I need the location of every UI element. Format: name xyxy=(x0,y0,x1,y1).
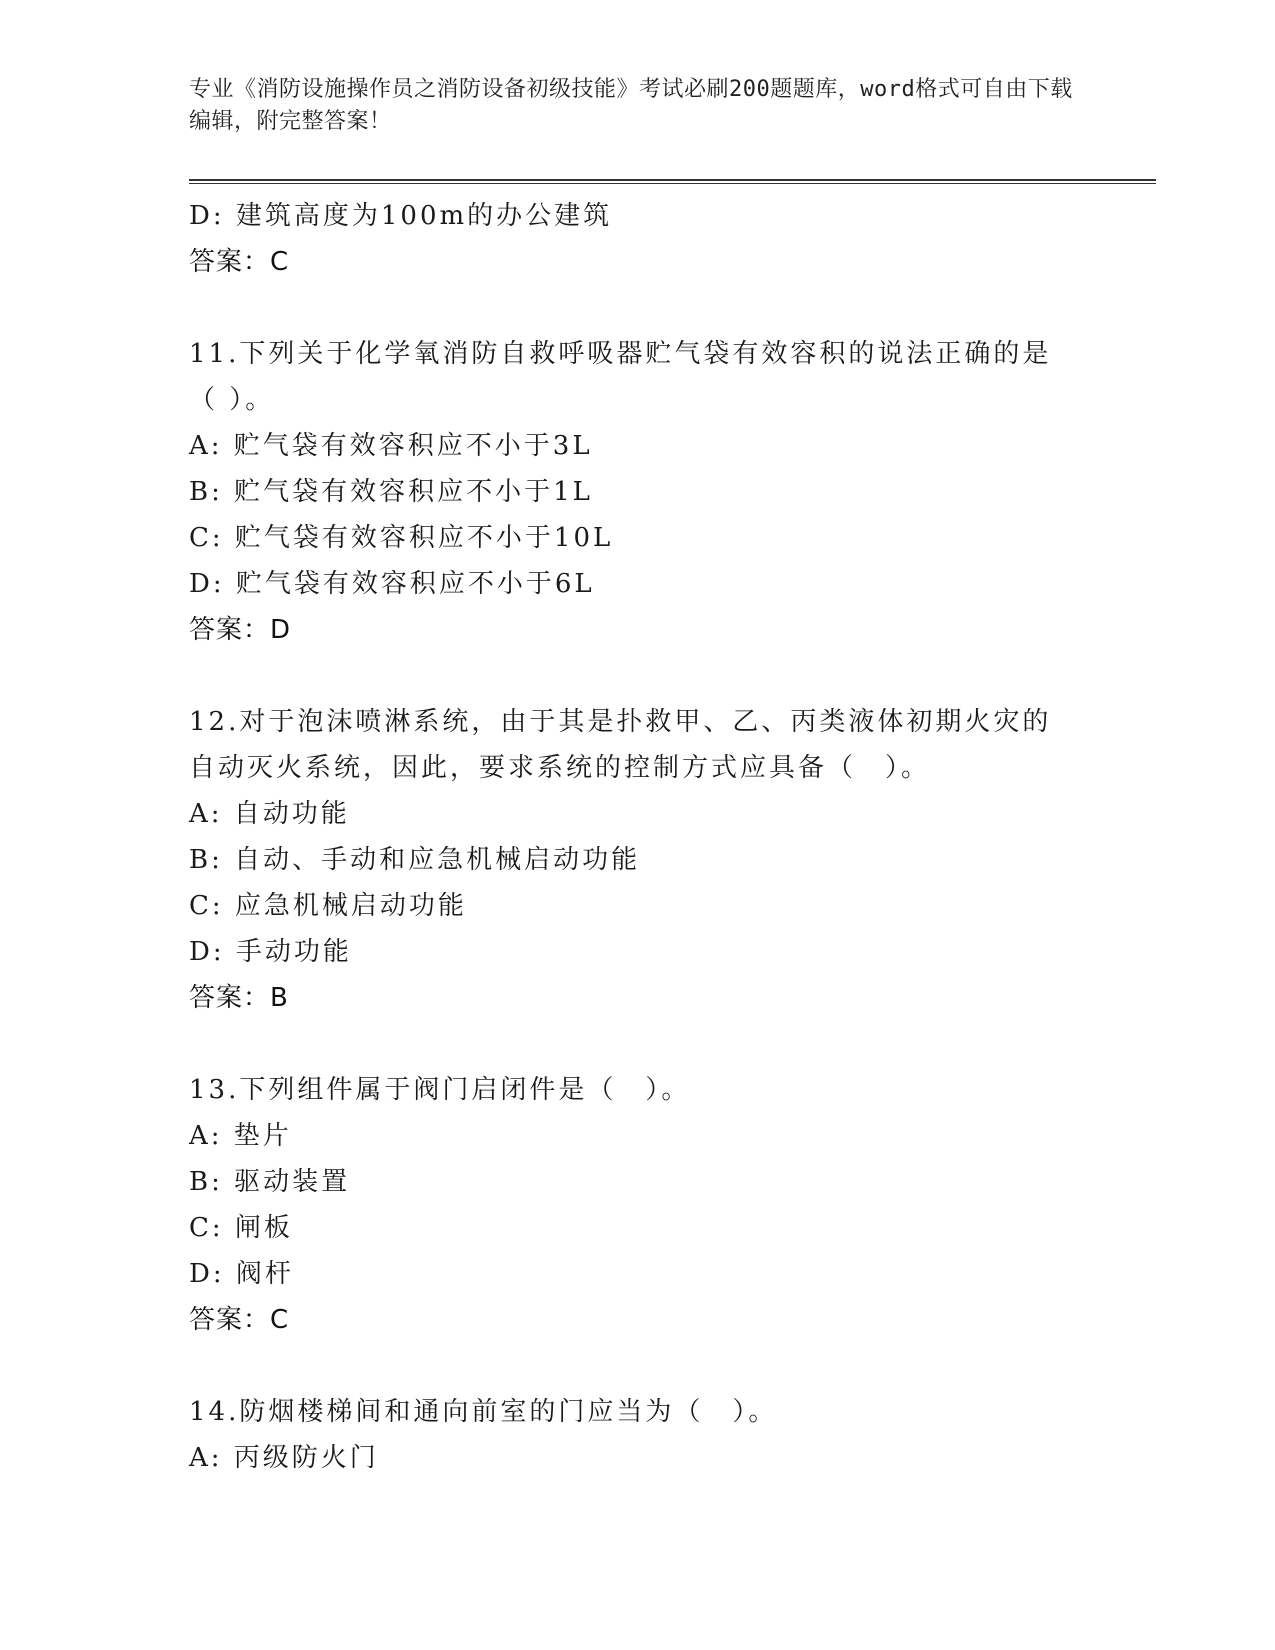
option-a: A: 垫片 xyxy=(189,1121,292,1151)
question-stem: 12.对于泡沫喷淋系统，由于其是扑救甲、乙、丙类液体初期火灾的自动灭火系统，因此，要求系统的控制方式应具备（ ）。 xyxy=(189,707,1052,783)
option-a: A: 丙级防火门 xyxy=(189,1443,379,1473)
question-14 xyxy=(189,1389,1089,1481)
option-b: B: 贮气袋有效容积应不小于1L xyxy=(189,477,593,507)
question-12 xyxy=(189,699,1089,1021)
spacer xyxy=(189,1343,1089,1389)
option-c: C: 应急机械启动功能 xyxy=(189,891,467,921)
spacer xyxy=(189,1021,1089,1067)
option-a: A: 自动功能 xyxy=(189,799,350,829)
option-c: C: 贮气袋有效容积应不小于10L xyxy=(189,523,614,553)
option-a: A: 贮气袋有效容积应不小于3L xyxy=(189,431,593,461)
question-11 xyxy=(189,331,1089,653)
answer: 答案：D xyxy=(189,615,292,645)
option-d: D: 手动功能 xyxy=(189,937,352,967)
option-b: B: 驱动装置 xyxy=(189,1167,351,1197)
answer: 答案：B xyxy=(189,983,289,1013)
spacer xyxy=(189,653,1089,699)
header-divider xyxy=(189,179,1156,184)
question-13 xyxy=(189,1067,1089,1343)
option-b: B: 自动、手动和应急机械启动功能 xyxy=(189,845,641,875)
question-stem: 11.下列关于化学氧消防自救呼吸器贮气袋有效容积的说法正确的是（ ）。 xyxy=(189,339,1052,415)
prev-answer: 答案：C xyxy=(189,247,290,277)
spacer xyxy=(189,285,1089,331)
question-stem: 13.下列组件属于阀门启闭件是（ ）。 xyxy=(189,1075,691,1105)
document-header: 专业《消防设施操作员之消防设备初级技能》考试必刷200题题库，word格式可自由下载编辑，附完整答案！ xyxy=(189,77,1073,134)
option-c: C: 闸板 xyxy=(189,1213,293,1243)
prev-option-d: D: 建筑高度为100m的办公建筑 xyxy=(189,201,613,231)
option-d: D: 贮气袋有效容积应不小于6L xyxy=(189,569,595,599)
option-d: D: 阀杆 xyxy=(189,1259,294,1289)
answer: 答案：C xyxy=(189,1305,290,1335)
question-stem: 14.防烟楼梯间和通向前室的门应当为（ ）。 xyxy=(189,1397,778,1427)
question-content xyxy=(189,193,1089,1481)
